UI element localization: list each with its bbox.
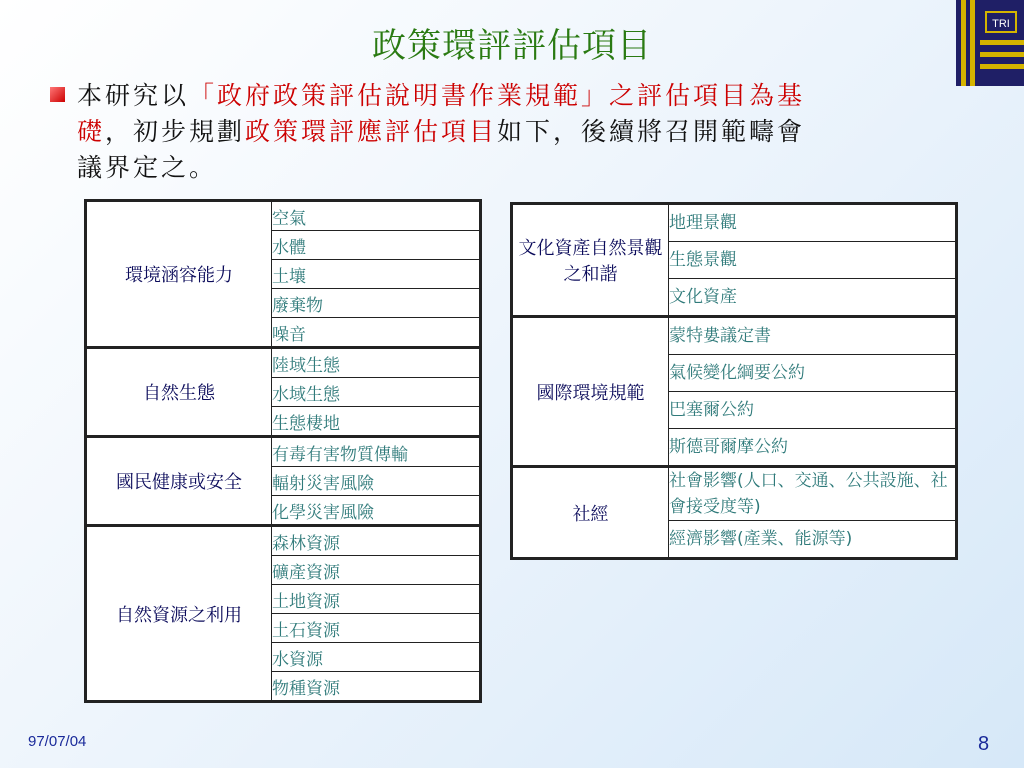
table-row <box>86 437 481 467</box>
item-cell: 文化資產 <box>669 279 957 317</box>
item-cell: 土石資源 <box>272 614 481 643</box>
table-row <box>512 467 957 521</box>
category-cell: 社經 <box>512 467 669 559</box>
item-cell: 有毒有害物質傳輸 <box>272 437 481 467</box>
tri-logo <box>956 0 1024 86</box>
item-cell: 水體 <box>272 231 481 260</box>
item-cell: 巴塞爾公約 <box>669 392 957 429</box>
item-cell: 水資源 <box>272 643 481 672</box>
category-cell: 文化資產自然景觀之和諧 <box>512 204 669 317</box>
item-cell: 地理景觀 <box>669 204 957 242</box>
slide-title: 政策環評評估項目 <box>372 26 652 66</box>
item-cell: 廢棄物 <box>272 289 481 318</box>
item-cell: 森林資源 <box>272 526 481 556</box>
table-row <box>86 348 481 378</box>
item-cell: 輻射災害風險 <box>272 467 481 496</box>
table-row <box>512 317 957 355</box>
table-row <box>86 201 481 231</box>
assessment-table-right <box>510 202 958 560</box>
item-cell: 土壤 <box>272 260 481 289</box>
footer-date: 97/07/04 <box>28 733 87 750</box>
item-cell: 物種資源 <box>272 672 481 702</box>
assessment-table-left <box>84 199 482 703</box>
item-cell: 陸域生態 <box>272 348 481 378</box>
category-cell: 國際環境規範 <box>512 317 669 467</box>
item-cell: 礦產資源 <box>272 556 481 585</box>
item-cell: 斯德哥爾摩公約 <box>669 429 957 467</box>
category-cell: 環境涵容能力 <box>86 201 272 348</box>
item-cell: 社會影響(人口、交通、公共設施、社會接受度等) <box>669 467 957 521</box>
page-number: 8 <box>978 733 990 755</box>
item-cell: 生態景觀 <box>669 242 957 279</box>
item-cell: 空氣 <box>272 201 481 231</box>
intro-paragraph: 本研究以「政府政策評估說明書作業規範」之評估項目為基 礎，初步規劃政策環評應評估項目如下，後續將召開範疇會 議界定之。 <box>50 78 970 186</box>
item-cell: 噪音 <box>272 318 481 348</box>
item-cell: 水域生態 <box>272 378 481 407</box>
logo-text: TRI <box>992 18 1010 30</box>
item-cell: 經濟影響(產業、能源等) <box>669 521 957 559</box>
item-cell: 氣候變化綱要公約 <box>669 355 957 392</box>
category-cell: 自然生態 <box>86 348 272 437</box>
table-row <box>512 204 957 242</box>
item-cell: 化學災害風險 <box>272 496 481 526</box>
category-cell: 國民健康或安全 <box>86 437 272 526</box>
item-cell: 蒙特婁議定書 <box>669 317 957 355</box>
bullet-icon <box>50 87 65 102</box>
item-cell: 土地資源 <box>272 585 481 614</box>
category-cell: 自然資源之利用 <box>86 526 272 702</box>
item-cell: 生態棲地 <box>272 407 481 437</box>
table-row <box>86 526 481 556</box>
